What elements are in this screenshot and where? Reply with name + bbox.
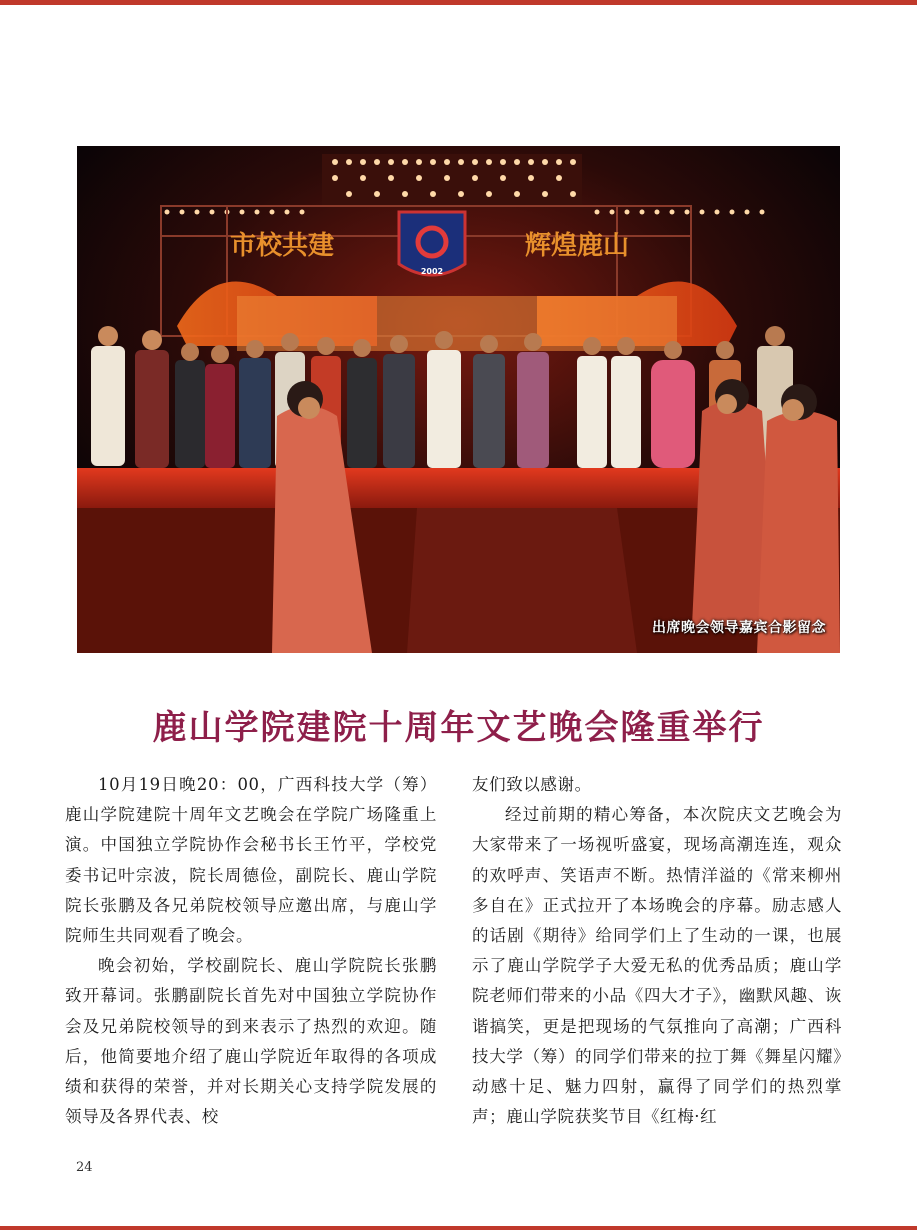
paragraph: 经过前期的精心筹备，本次院庆文艺晚会为大家带来了一场视听盛宴，现场高潮连连，观众的欢呼声、笑语声不断。热情洋溢的《常来柳州多自在》正式拉开了本场晚会的序幕。励志感人的话剧《期待》给同学们上了生动的一课，也展示了鹿山学院学子大爱无私的优秀品质；鹿山学院老师们带来的小品《四大才子》，幽默风趣、诙谐搞笑，更是把现场的气氛推向了高潮；广西科技大学（筹）的同学们带来的拉丁舞《舞星闪耀》动感十足、魅力四射，赢得了同学们的热烈掌声；鹿山学院获奖节目《红梅·红 <box>472 805 842 1127</box>
group-photo <box>77 146 840 653</box>
paragraph-continuation: 友们致以感谢。 <box>472 775 592 794</box>
top-border-rule <box>0 0 917 5</box>
article-title: 鹿山学院建院十周年文艺晚会隆重举行 <box>152 708 765 748</box>
hostess-right-2 <box>757 384 840 653</box>
page-number: 24 <box>76 1160 93 1175</box>
photo-caption: 出席晚会领导嘉宾合影留念 <box>652 620 826 636</box>
bottom-border-rule <box>0 1226 917 1230</box>
stage-photo-illustration <box>77 146 840 653</box>
banner-left-text: 市校共建 <box>229 231 335 261</box>
college-emblem <box>399 212 465 276</box>
paragraph: 晚会初始，学校副院长、鹿山学院院长张鹏致开幕词。张鹏副院长首先对中国独立学院协作会及兄弟院校领导的到来表示了热烈的欢迎。随后，他简要地介绍了鹿山学院近年取得的各项成绩和获得的荣誉，并对长期关心支持学院发展的领导及各界代表、校 <box>65 956 437 1127</box>
article-column-right <box>472 770 842 1132</box>
paragraph: 10月19日晚20：00，广西科技大学（筹）鹿山学院建院十周年文艺晚会在学院广场隆重上演。中国独立学院协作会秘书长王竹平，学校党委书记叶宗波，院长周德俭，副院长、鹿山学院院长张鹏及各兄弟院校领导应邀出席，与鹿山学院师生共同观看了晚会。 <box>65 775 437 946</box>
banner-right-text: 辉煌鹿山 <box>524 231 630 261</box>
article-column-left <box>65 770 437 1132</box>
emblem-year: 2002 <box>420 267 444 276</box>
